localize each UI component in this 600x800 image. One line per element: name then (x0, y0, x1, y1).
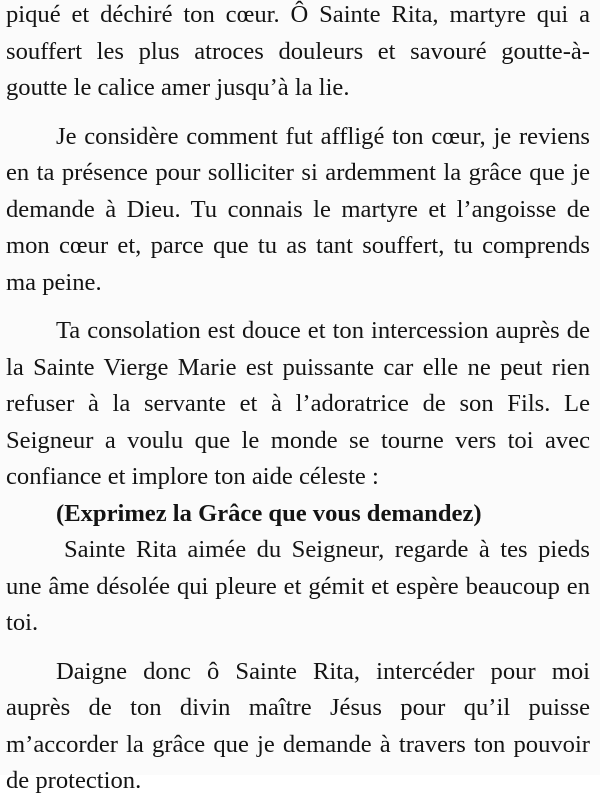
paragraph-considere: Je considère comment fut affligé ton cœur, je reviens en ta présence pour solliciter si ardemment la grâce que je demande à Dieu. Tu connais le martyre et l’angoisse de mon cœur et, parce que tu as tant souffert, tu comprends ma peine. (6, 122, 590, 296)
paragraph-continuation: piqué et déchiré ton cœur. Ô Sainte Rita, martyre qui a souffert les plus atroces douleurs et savouré goutte-à-goutte le calice amer jusqu’à la lie. (6, 1, 590, 101)
paragraph-daigne: Daigne donc ô Sainte Rita, intercéder pour moi auprès de ton divin maître Jésus pour qu’il puisse m’accorder la grâce que je demande à travers ton pouvoir de protection. (6, 657, 590, 794)
section-heading: (Exprimez la Grâce que vous demandez) (56, 499, 482, 527)
paragraph-consolation: Ta consolation est douce et ton intercession auprès de la Sainte Vierge Marie est puissante car elle ne peut rien refuser à la servante et à l’adoratrice de son Fils. Le Seigneur a voulu que le monde se tourne vers toi avec confiance et implore ton aide céleste : (6, 317, 590, 490)
prayer-text (6, 0, 590, 800)
paragraph-sainte-rita: Sainte Rita aimée du Seigneur, regarde à tes pieds une âme désolée qui pleure et gémit et espère beaucoup en toi. (6, 536, 590, 636)
